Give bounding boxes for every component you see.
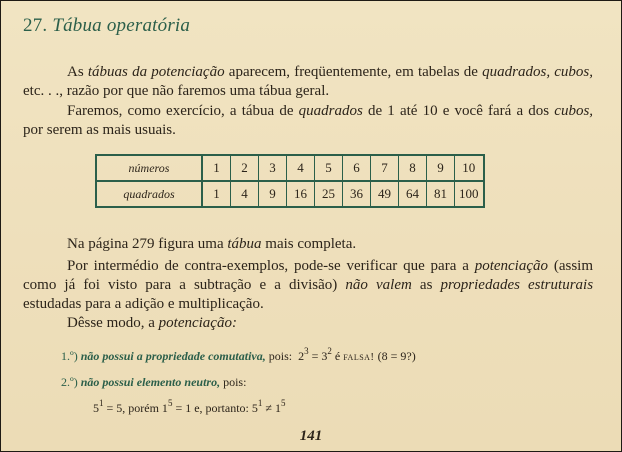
paragraph-contra-exemplos: Por intermédio de contra-exemplos, pode-se verificar que para a potenciação (assim como já foi visto para a subtração e a divisão) não valem as propriedades estruturais estudadas para a adição e multiplicação. [23,258,594,312]
section-title: Tábua operatória [52,15,191,36]
paragraph-desse-modo: Dêsse modo, a potenciação: [67,315,237,331]
table-cell: 81 [427,181,455,207]
table-cell: 9 [427,155,455,181]
neutral-counterexample: $5^1 = 5$, porém $1^5 = 1$ e, portanto: $5^1 \ne 1^5$ [93,398,286,415]
table-cell: 3 [259,155,287,181]
property-item-commutative: 1.º) não possui a propriedade comutativa, pois: $2^3 = 3^2$ é falsa! (8 = 9?) [61,346,416,363]
table-cell: 7 [371,155,399,181]
table-cell: 10 [455,155,484,181]
table-cell: 1 [202,181,231,207]
section-number: 27. [23,15,48,36]
table-cell: 8 [399,155,427,181]
table-cell: 2 [231,155,259,181]
table-cell: 49 [371,181,399,207]
paragraph-exercicio: Faremos, como exercício, a tábua de quadrados de 1 até 10 e você fará a dos cubos, por serem as mais usuais. [23,103,594,138]
table-cell: 25 [315,181,343,207]
table-cell: 100 [455,181,484,207]
table-cell: 1 [202,155,231,181]
property-item-neutral: 2.º) não possui elemento neutro, pois: [61,375,247,389]
table-cell: 9 [259,181,287,207]
table-row-squares [96,181,484,207]
table-cell: 4 [287,155,315,181]
row-label-numbers: números [96,155,202,181]
squares-table [95,154,485,208]
paragraph-pagina: Na página 279 figura uma tábua mais completa. [67,236,357,252]
section-heading [23,15,190,37]
row-label-squares: quadrados [96,181,202,207]
table-cell: 6 [343,155,371,181]
table-cell: 4 [231,181,259,207]
table-cell: 36 [343,181,371,207]
table-cell: 64 [399,181,427,207]
table-row-numbers [96,155,484,181]
table-cell: 16 [287,181,315,207]
table-cell: 5 [315,155,343,181]
page-number: 141 [299,428,323,444]
paragraph-tabuas: As tábuas da potenciação aparecem, freqüentemente, em tabelas de quadrados, cubos, etc. . ., razão por que não faremos uma tábua geral. [23,64,594,99]
